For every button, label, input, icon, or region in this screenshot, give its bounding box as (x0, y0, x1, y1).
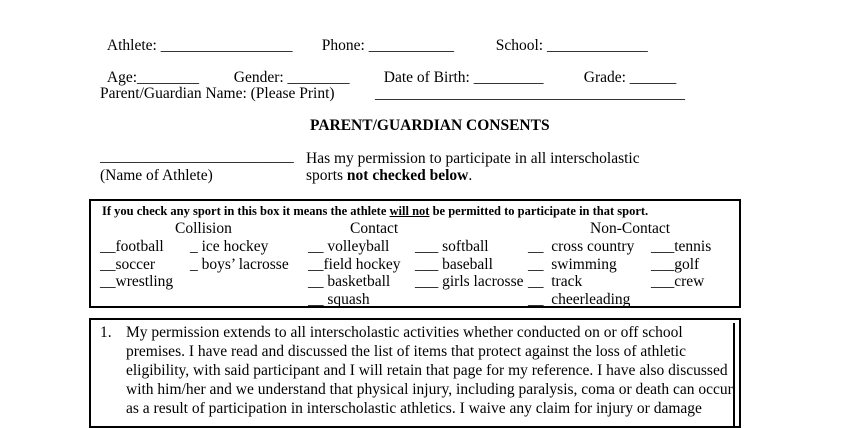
collision-heading: Collision (175, 220, 232, 237)
gender-label: Gender: (233, 68, 288, 86)
sport-soccer[interactable]: __soccer (100, 256, 156, 273)
sport-football[interactable]: __football (100, 238, 164, 255)
age-blank[interactable]: ________ (137, 68, 200, 86)
sport-volleyball[interactable]: __ volleyball (308, 238, 390, 255)
sport-baseball[interactable]: ___ baseball (415, 256, 493, 273)
dob-field (376, 54, 543, 85)
grade-label: Grade: (583, 68, 630, 86)
clause-line: with him/her and we understand that physical injury, including paralysis, coma or death can occur (126, 381, 733, 398)
sport-tennis[interactable]: ___tennis (651, 238, 712, 255)
sport-golf[interactable]: ___golf (651, 256, 700, 273)
sport-girls-lacrosse[interactable]: ___ girls lacrosse (415, 273, 524, 290)
clause-line: My permission extends to all interscholastic activities whether conducted on or off school (126, 324, 683, 341)
sport-swimming[interactable]: __ swimming (528, 256, 617, 273)
grade-blank[interactable]: ______ (629, 68, 677, 86)
contact-heading: Contact (350, 220, 399, 237)
school-blank[interactable]: _____________ (547, 36, 648, 54)
dob-label: Date of Birth: (383, 68, 474, 86)
sport-boys-lacrosse[interactable]: _ boys’ lacrosse (190, 256, 289, 273)
athlete-label: Athlete: (106, 36, 161, 54)
school-label: School: (495, 36, 547, 54)
permission-line-2: sports not checked below. (306, 167, 473, 184)
sports-box-note: If you check any sport in this box it means the athlete will not be permitted to participate in that sport. (102, 204, 649, 218)
athlete-blank[interactable]: _________________ (160, 36, 293, 54)
phone-label: Phone: (321, 36, 369, 54)
school-field (488, 22, 648, 53)
athlete-name-blank[interactable]: _________________________ (100, 148, 294, 165)
clause-line: premises. I have read and discussed the list of items that protect against the loss of athletic (126, 343, 686, 360)
sport-basketball[interactable]: __ basketball (308, 273, 391, 290)
parent-name-blank[interactable]: ________________________________________ (375, 85, 685, 102)
clause-number: 1. (100, 324, 112, 341)
sport-wrestling[interactable]: __wrestling (100, 273, 174, 290)
sport-softball[interactable]: ___ softball (415, 238, 489, 255)
grade-field (576, 54, 676, 85)
not-checked-emphasis: not checked below (346, 167, 469, 184)
sport-crew[interactable]: ___crew (651, 273, 705, 290)
athlete-field (100, 22, 292, 53)
gender-blank[interactable]: ________ (287, 68, 350, 86)
age-field (100, 54, 199, 85)
clause-line: eligibility, with said participant and I will retain that page for my reference. I have also discussed (126, 362, 728, 379)
age-label: Age: (106, 68, 138, 86)
clause-line: as a result of participation in interscholastic athletics. I waive any claim for injury or damage (126, 400, 702, 417)
sport-cross-country[interactable]: __ cross country (528, 238, 635, 255)
gender-field (226, 54, 350, 85)
phone-blank[interactable]: ___________ (368, 36, 454, 54)
consents-heading: PARENT/GUARDIAN CONSENTS (310, 117, 550, 134)
will-not-emphasis: will not (389, 204, 430, 218)
sport-squash[interactable]: __ squash (308, 291, 370, 308)
dob-blank[interactable]: _________ (473, 68, 544, 86)
permission-line-1: Has my permission to participate in all interscholastic (306, 150, 640, 167)
parent-label: Parent/Guardian Name: (Please Print) (100, 85, 335, 102)
sport-cheerleading[interactable]: __ cheerleading (528, 291, 631, 308)
sport-track[interactable]: __ track (528, 273, 583, 290)
phone-field (314, 22, 454, 53)
sport-ice-hockey[interactable]: _ ice hockey (190, 238, 269, 255)
sport-field-hockey[interactable]: __field hockey (308, 256, 401, 273)
athlete-name-caption: (Name of Athlete) (100, 167, 213, 184)
noncontact-heading: Non-Contact (590, 220, 671, 237)
